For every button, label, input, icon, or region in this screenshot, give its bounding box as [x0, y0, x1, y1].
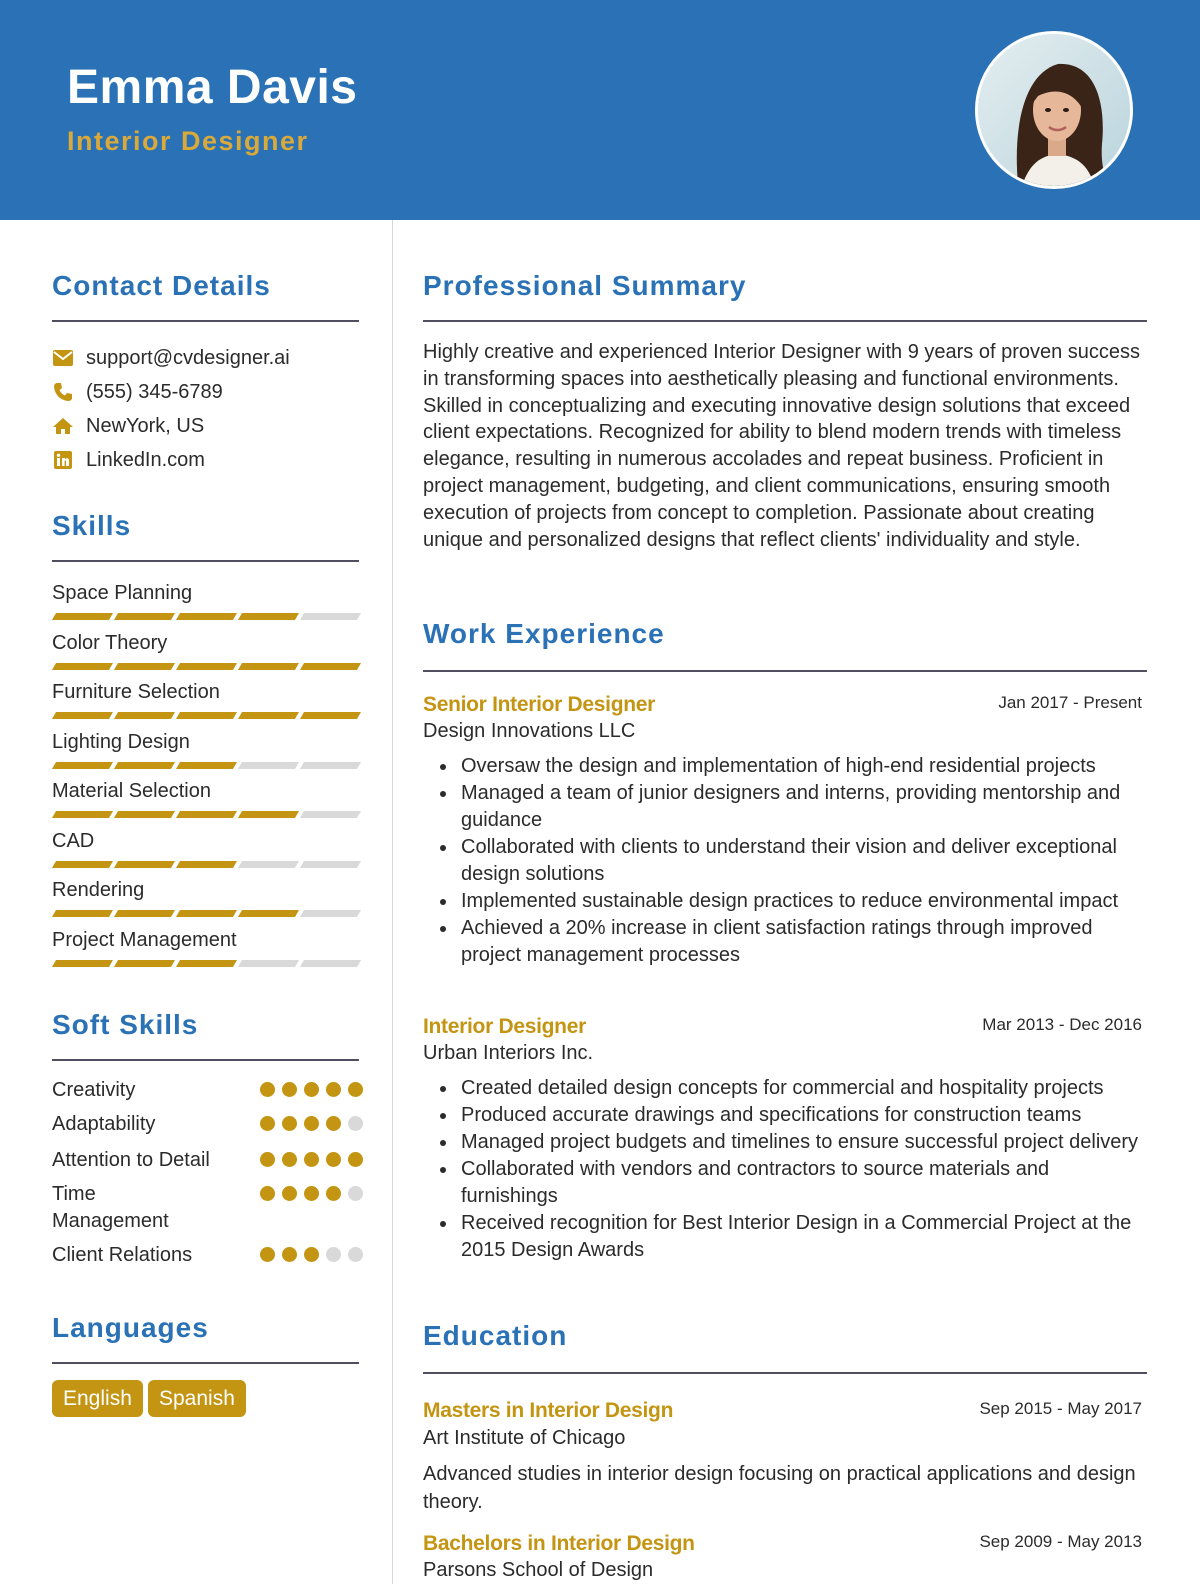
soft-skill-rating	[260, 1152, 363, 1167]
skill-label: Lighting Design	[52, 730, 190, 753]
job-dates: Jan 2017 - Present	[998, 693, 1142, 712]
contact-location	[52, 413, 204, 439]
contact-heading: Contact Details	[52, 270, 271, 301]
skill-level-segment	[114, 613, 175, 620]
summary-heading: Professional Summary	[423, 270, 747, 301]
column-divider	[392, 220, 393, 1584]
skill-level-segment	[176, 811, 237, 818]
skill-level-segment	[300, 861, 361, 868]
skill-level-segment	[52, 811, 113, 818]
avatar	[975, 31, 1133, 189]
skill-level-segment	[114, 861, 175, 868]
skill-level-bar	[54, 762, 359, 769]
experience-heading: Work Experience	[423, 618, 665, 649]
soft-skills-heading: Soft Skills	[52, 1009, 199, 1040]
rating-dot	[326, 1116, 341, 1131]
list-item: Produced accurate drawings and specifications for construction teams	[423, 1102, 1143, 1129]
skill-level-segment	[300, 811, 361, 818]
skill-level-segment	[300, 960, 361, 967]
contact-phone[interactable]	[52, 379, 223, 405]
school-name: Art Institute of Chicago	[423, 1427, 626, 1449]
skill-label: Color Theory	[52, 631, 168, 654]
list-item: Received recognition for Best Interior Design in a Commercial Project at the 2015 Design Awards	[423, 1210, 1143, 1264]
skill-level-segment	[238, 762, 299, 769]
rating-dot	[304, 1247, 319, 1262]
soft-skills-rule	[52, 1059, 359, 1061]
skill-label: CAD	[52, 829, 95, 852]
skill-level-segment	[238, 910, 299, 917]
summary-text: Highly creative and experienced Interior Designer with 9 years of proven success in transforming spaces into aesthetically pleasing and functional environments. Skilled in conceptualizing and executing innovative design solutions that exceed client expectations. Recognized for ability to blend modern trends with timeless elegance, resulting in numerous accolades and repeat business. Proficient in project management, budgeting, and client communications, ensuring smooth execution of projects from concept to completion. Passionate about creating unique and personalized designs that reflect clients' individuality and style.	[423, 341, 1141, 551]
languages-heading: Languages	[52, 1312, 209, 1343]
job-title: Interior Designer	[423, 1015, 586, 1038]
skill-label: Project Management	[52, 928, 237, 951]
list-item: Oversaw the design and implementation of high-end residential projects	[423, 753, 1143, 780]
rating-dot	[326, 1082, 341, 1097]
job-dates: Mar 2013 - Dec 2016	[982, 1015, 1142, 1034]
languages-rule	[52, 1362, 359, 1364]
skill-level-segment	[176, 910, 237, 917]
soft-skill-label: Creativity	[52, 1079, 136, 1101]
experience-rule	[423, 670, 1147, 672]
rating-dot	[304, 1152, 319, 1167]
soft-skill-label: Client Relations	[52, 1244, 193, 1266]
skill-level-segment	[300, 910, 361, 917]
skill-level-segment	[176, 861, 237, 868]
skill-level-segment	[114, 910, 175, 917]
rating-dot	[326, 1152, 341, 1167]
phone-icon	[52, 381, 74, 403]
skill-level-segment	[52, 712, 113, 719]
job-bullets	[423, 753, 1143, 969]
list-item: Collaborated with clients to understand their vision and deliver exceptional design solutions	[423, 834, 1143, 888]
rating-dot	[260, 1152, 275, 1167]
rating-dot	[348, 1082, 363, 1097]
rating-dot	[260, 1247, 275, 1262]
skill-level-segment	[52, 663, 113, 670]
skill-level-bar	[54, 960, 359, 967]
skill-level-segment	[300, 613, 361, 620]
skill-level-bar	[54, 613, 359, 620]
rating-dot	[282, 1152, 297, 1167]
school-name: Parsons School of Design	[423, 1559, 654, 1581]
skill-level-segment	[52, 613, 113, 620]
summary-rule	[423, 320, 1147, 322]
skill-level-segment	[300, 712, 361, 719]
rating-dot	[282, 1247, 297, 1262]
rating-dot	[348, 1152, 363, 1167]
contact-location-text: NewYork, US	[86, 414, 205, 437]
soft-skill-rating	[260, 1247, 363, 1262]
skill-label: Space Planning	[52, 582, 193, 604]
home-icon	[52, 415, 74, 437]
skill-level-segment	[114, 663, 175, 670]
rating-dot	[282, 1186, 297, 1201]
skill-level-segment	[52, 762, 113, 769]
rating-dot	[282, 1116, 297, 1131]
list-item: Implemented sustainable design practices to reduce environmental impact	[423, 888, 1143, 915]
skill-level-segment	[300, 762, 361, 769]
skill-level-segment	[238, 960, 299, 967]
education-heading: Education	[423, 1320, 568, 1351]
contact-linkedin[interactable]	[52, 447, 205, 473]
soft-skill-label: Adaptability	[52, 1113, 156, 1135]
job-company: Design Innovations LLC	[423, 720, 636, 742]
degree-dates: Sep 2009 - May 2013	[979, 1532, 1142, 1551]
soft-skill-label: Time Management	[52, 1183, 169, 1232]
skill-level-bar	[54, 811, 359, 818]
list-item: Collaborated with vendors and contractors to source materials and furnishings	[423, 1156, 1143, 1210]
rating-dot	[304, 1116, 319, 1131]
skill-level-segment	[52, 960, 113, 967]
list-item: Achieved a 20% increase in client satisfaction ratings through improved project management processes	[423, 915, 1143, 969]
job-bullets	[423, 1075, 1143, 1264]
soft-skill-rating	[260, 1116, 363, 1131]
rating-dot	[326, 1247, 341, 1262]
rating-dot	[326, 1186, 341, 1201]
skill-level-segment	[114, 960, 175, 967]
degree-title: Masters in Interior Design	[423, 1399, 674, 1422]
skill-level-segment	[176, 712, 237, 719]
job-title: Senior Interior Designer	[423, 693, 656, 716]
skill-level-segment	[52, 910, 113, 917]
contact-phone-text: (555) 345-6789	[86, 380, 223, 403]
skill-label: Furniture Selection	[52, 681, 220, 703]
rating-dot	[348, 1186, 363, 1201]
skill-level-segment	[176, 663, 237, 670]
education-rule	[423, 1372, 1147, 1374]
degree-dates: Sep 2015 - May 2017	[979, 1399, 1142, 1418]
rating-dot	[260, 1082, 275, 1097]
soft-skill-rating	[260, 1082, 363, 1097]
skill-level-segment	[238, 663, 299, 670]
soft-skill-label: Attention to Detail	[52, 1149, 210, 1171]
list-item: Managed a team of junior designers and interns, providing mentorship and guidance	[423, 780, 1143, 834]
contact-email-text: support@cvdesigner.ai	[86, 346, 290, 369]
skill-level-bar	[54, 910, 359, 917]
list-item: Managed project budgets and timelines to ensure successful project delivery	[423, 1129, 1143, 1156]
skill-level-segment	[176, 960, 237, 967]
profile-photo	[978, 34, 1133, 189]
skill-level-segment	[238, 811, 299, 818]
skill-level-segment	[176, 762, 237, 769]
skill-level-segment	[114, 762, 175, 769]
skill-level-segment	[238, 613, 299, 620]
skill-level-bar	[54, 663, 359, 670]
skill-level-bar	[54, 712, 359, 719]
skill-level-segment	[300, 663, 361, 670]
rating-dot	[260, 1116, 275, 1131]
skill-label: Rendering	[52, 879, 145, 901]
contact-linkedin-text: LinkedIn.com	[86, 448, 205, 471]
soft-skill-rating	[260, 1186, 363, 1201]
linkedin-icon	[52, 449, 74, 471]
degree-title: Bachelors in Interior Design	[423, 1532, 695, 1555]
skills-rule	[52, 560, 359, 562]
envelope-icon	[52, 347, 74, 369]
candidate-name: Emma Davis	[67, 61, 358, 114]
list-item: Created detailed design concepts for commercial and hospitality projects	[423, 1075, 1143, 1102]
rating-dot	[348, 1247, 363, 1262]
contact-rule	[52, 320, 359, 322]
degree-description: Advanced studies in interior design focusing on practical applications and design theory.	[423, 1463, 1136, 1513]
rating-dot	[282, 1082, 297, 1097]
contact-email[interactable]	[52, 345, 290, 371]
language-badge: Spanish	[148, 1380, 246, 1417]
rating-dot	[304, 1186, 319, 1201]
candidate-title: Interior Designer	[67, 126, 309, 156]
rating-dot	[304, 1082, 319, 1097]
skill-level-bar	[54, 861, 359, 868]
skill-level-segment	[176, 613, 237, 620]
language-badge: English	[52, 1380, 143, 1417]
skill-level-segment	[238, 712, 299, 719]
skill-level-segment	[114, 811, 175, 818]
rating-dot	[260, 1186, 275, 1201]
job-company: Urban Interiors Inc.	[423, 1042, 594, 1064]
rating-dot	[348, 1116, 363, 1131]
skill-level-segment	[52, 861, 113, 868]
skill-level-segment	[114, 712, 175, 719]
skills-heading: Skills	[52, 510, 132, 541]
skill-label: Material Selection	[52, 780, 211, 802]
skill-level-segment	[238, 861, 299, 868]
resume-header	[0, 0, 1200, 220]
